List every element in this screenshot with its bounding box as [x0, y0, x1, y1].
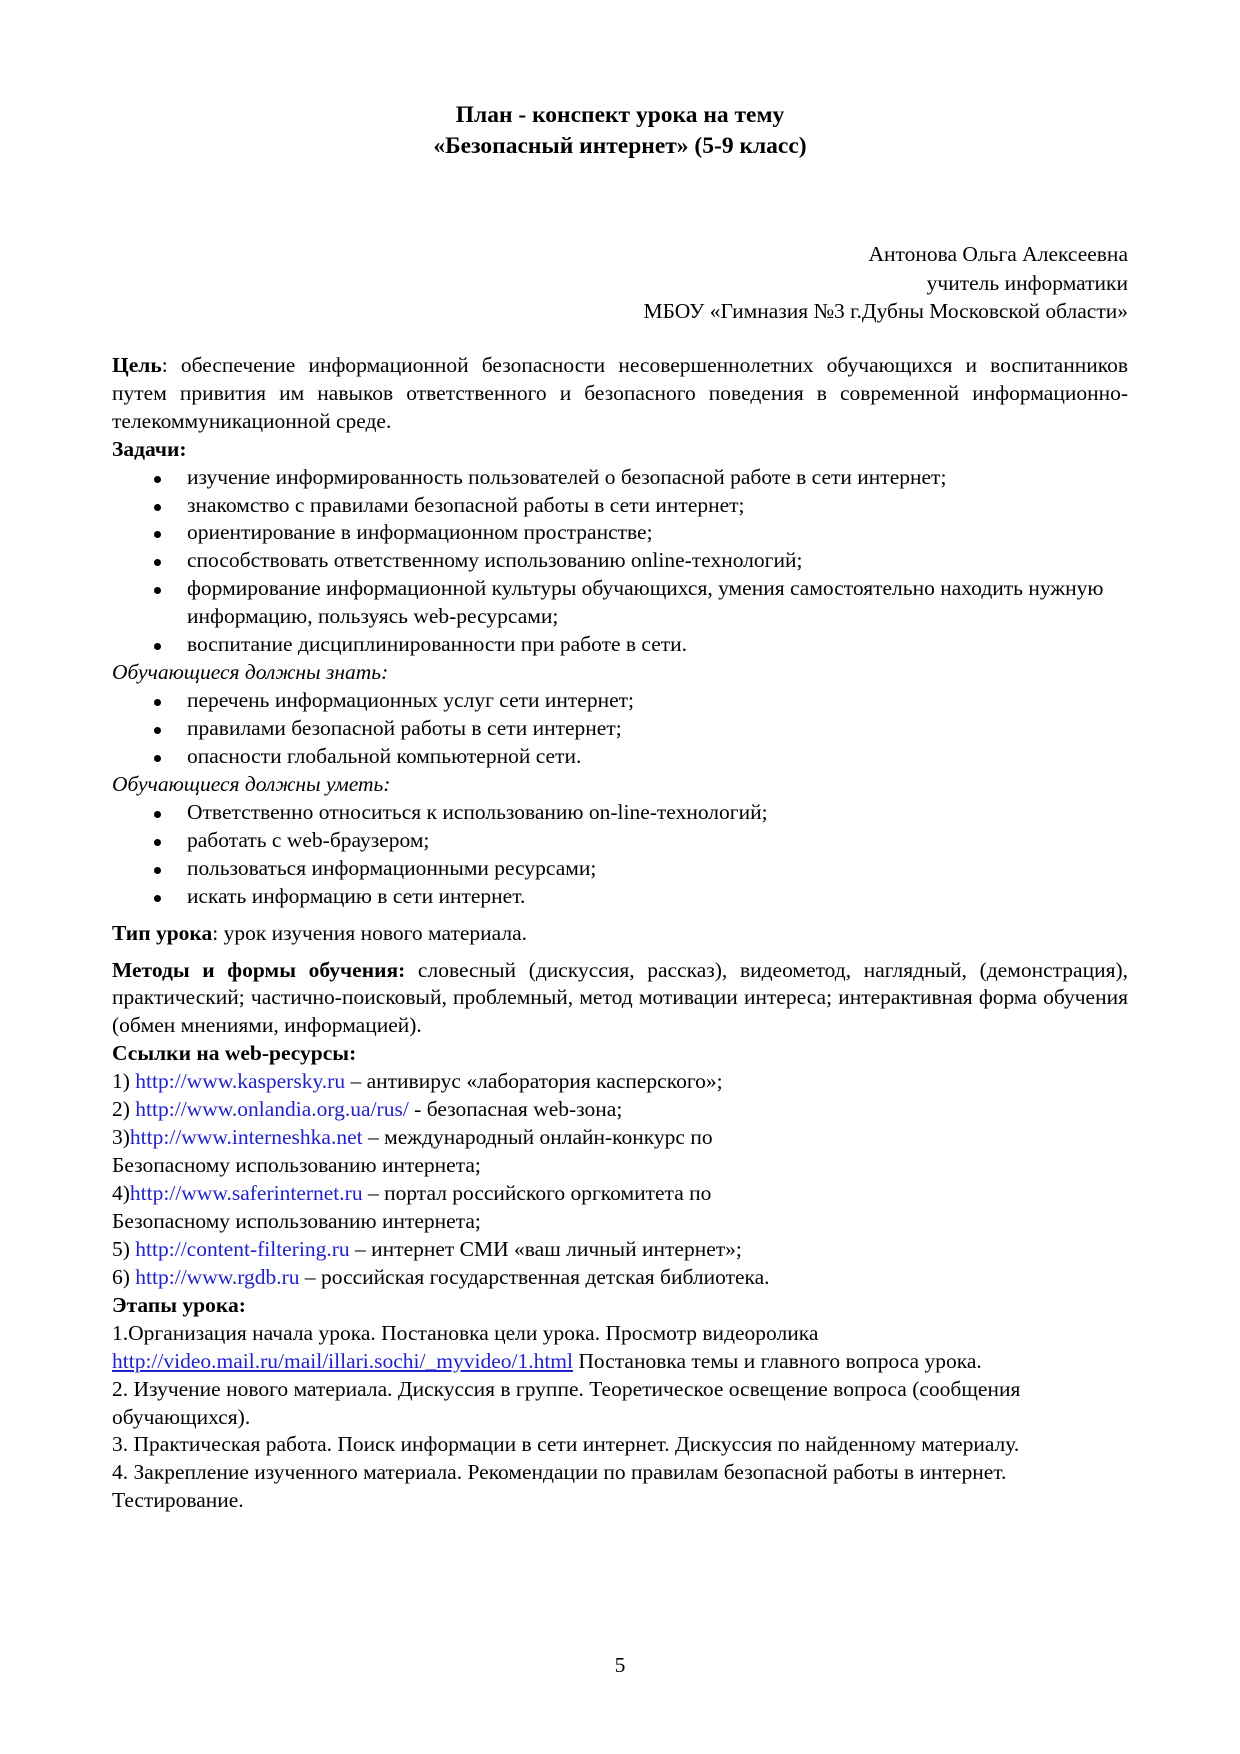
link-description: – международный онлайн-конкурс по	[362, 1125, 713, 1150]
stage-item-3: 3. Практическая работа. Поиск информации в сети интернет. Дискуссия по найденному материалу.	[112, 1432, 1020, 1457]
link-number: 3)	[112, 1125, 130, 1150]
web-resource-continuation: Безопасному использованию интернета;	[112, 1153, 481, 1178]
title-line-2: «Безопасный интернет» (5-9 класс)	[433, 133, 807, 160]
link-description: – российская государственная детская библиотека.	[299, 1264, 770, 1289]
methods-label: Методы и формы обучения:	[112, 957, 406, 982]
tasks-heading: Задачи:	[112, 436, 187, 461]
stage-item-1-line-1: 1.Организация начала урока. Постановка цели урока. Просмотр видеоролика	[112, 1320, 819, 1345]
list-item: искать информацию в сети интернет.	[112, 883, 1128, 911]
web-resource-line	[112, 1236, 1128, 1264]
web-resource-line	[112, 1264, 1128, 1292]
web-link[interactable]: http://www.saferinternet.ru	[129, 1181, 363, 1205]
methods-paragraph	[112, 957, 1128, 1041]
page-title	[112, 100, 1128, 162]
spacer	[112, 326, 1128, 352]
stage-item-1-line-2	[112, 1348, 1128, 1376]
link-description: – антивирус «лаборатория касперского»;	[345, 1069, 723, 1094]
link-description: – портал российского оргкомитета по	[362, 1181, 712, 1205]
must-know-heading: Обучающиеся должны знать:	[112, 660, 389, 685]
list-item: воспитание дисциплинированности при работе в сети.	[112, 631, 1128, 659]
stage-item-2: 2. Изучение нового материала. Дискуссия в группе. Теоретическое освещение вопроса (сообщения обучающихся).	[112, 1376, 1021, 1429]
web-resources-heading: Ссылки на web-ресурсы:	[112, 1041, 357, 1066]
list-item: опасности глобальной компьютерной сети.	[112, 743, 1128, 771]
author-block	[112, 240, 1128, 326]
goal-label: Цель	[112, 352, 162, 377]
web-resource-continuation: Безопасному использованию интернета;	[112, 1208, 481, 1233]
link-number: 4)	[112, 1181, 130, 1205]
web-resource-line	[112, 1124, 1128, 1152]
must-be-able-heading: Обучающиеся должны уметь:	[112, 771, 391, 796]
web-resource-line	[112, 1180, 1128, 1208]
web-link[interactable]: http://www.kaspersky.ru	[135, 1069, 346, 1094]
list-item: пользоваться информационными ресурсами;	[112, 855, 1128, 883]
list-item: знакомство с правилами безопасной работы в сети интернет;	[112, 492, 1128, 520]
link-number: 1)	[112, 1069, 136, 1094]
author-name: Антонова Ольга Алексеевна	[868, 242, 1128, 267]
goal-paragraph	[112, 352, 1128, 436]
title-line-1: План - конспект урока на тему	[455, 102, 785, 128]
link-description: – интернет СМИ «ваш личный интернет»;	[349, 1236, 742, 1261]
methods-text: словесный (дискуссия, рассказ), видеометод, наглядный, (демонстрация), практический; частично-поисковый, проблемный, метод мотивации интереса; интерактивная форма обучения (обмен мнениями, информацией).	[112, 957, 1128, 1038]
goal-text: : обеспечение информационной безопасности несовершеннолетних обучающихся и воспитанников путем привития им навыков ответственного и безопасного поведения в современной информационно-телекоммуникационной среде.	[112, 352, 1128, 433]
video-link[interactable]: http://video.mail.ru/mail/illari.sochi/_myvideo/1.html	[112, 1348, 574, 1373]
web-resource-line	[112, 1068, 1128, 1096]
must-know-list	[112, 687, 1128, 771]
list-item: правилами безопасной работы в сети интернет;	[112, 715, 1128, 743]
link-description: - безопасная web-зона;	[408, 1097, 623, 1122]
lesson-type-paragraph	[112, 920, 1128, 948]
list-item: способствовать ответственному использованию online-технологий;	[112, 547, 1128, 575]
list-item: перечень информационных услуг сети интернет;	[112, 687, 1128, 715]
web-link[interactable]: http://www.interneshka.net	[129, 1125, 363, 1150]
web-resource-line	[112, 1096, 1128, 1124]
stages-heading: Этапы урока:	[112, 1292, 246, 1317]
tasks-list	[112, 464, 1128, 660]
link-number: 2)	[112, 1097, 136, 1122]
list-item: изучение информированность пользователей о безопасной работе в сети интернет;	[112, 464, 1128, 492]
spacer	[112, 911, 1128, 920]
author-institution: МБОУ «Гимназия №3 г.Дубны Московской области»	[643, 299, 1128, 324]
stage-item-1-tail: Постановка темы и главного вопроса урока.	[573, 1348, 982, 1373]
link-number: 5)	[112, 1236, 136, 1261]
list-item: работать с web-браузером;	[112, 827, 1128, 855]
stage-item-4: 4. Закрепление изученного материала. Рекомендации по правилам безопасной работы в интернет. Тестирование.	[112, 1460, 1007, 1513]
list-item: формирование информационной культуры обучающихся, умения самостоятельно находить нужную информацию, пользуясь web-ресурсами;	[112, 575, 1128, 631]
list-item: ориентирование в информационном пространстве;	[112, 519, 1128, 547]
web-link[interactable]: http://content-filtering.ru	[135, 1236, 350, 1261]
page-number: 5	[614, 1653, 626, 1678]
spacer	[112, 948, 1128, 957]
list-item: Ответственно относиться к использованию on-line-технологий;	[112, 799, 1128, 827]
lesson-type-text: : урок изучения нового материала.	[212, 920, 528, 945]
author-role: учитель информатики	[926, 270, 1128, 295]
lesson-type-label: Тип урока	[112, 920, 213, 945]
must-be-able-list	[112, 799, 1128, 911]
link-number: 6)	[112, 1264, 136, 1289]
web-link[interactable]: http://www.onlandia.org.ua/rus/	[135, 1097, 409, 1122]
web-link[interactable]: http://www.rgdb.ru	[135, 1264, 300, 1289]
